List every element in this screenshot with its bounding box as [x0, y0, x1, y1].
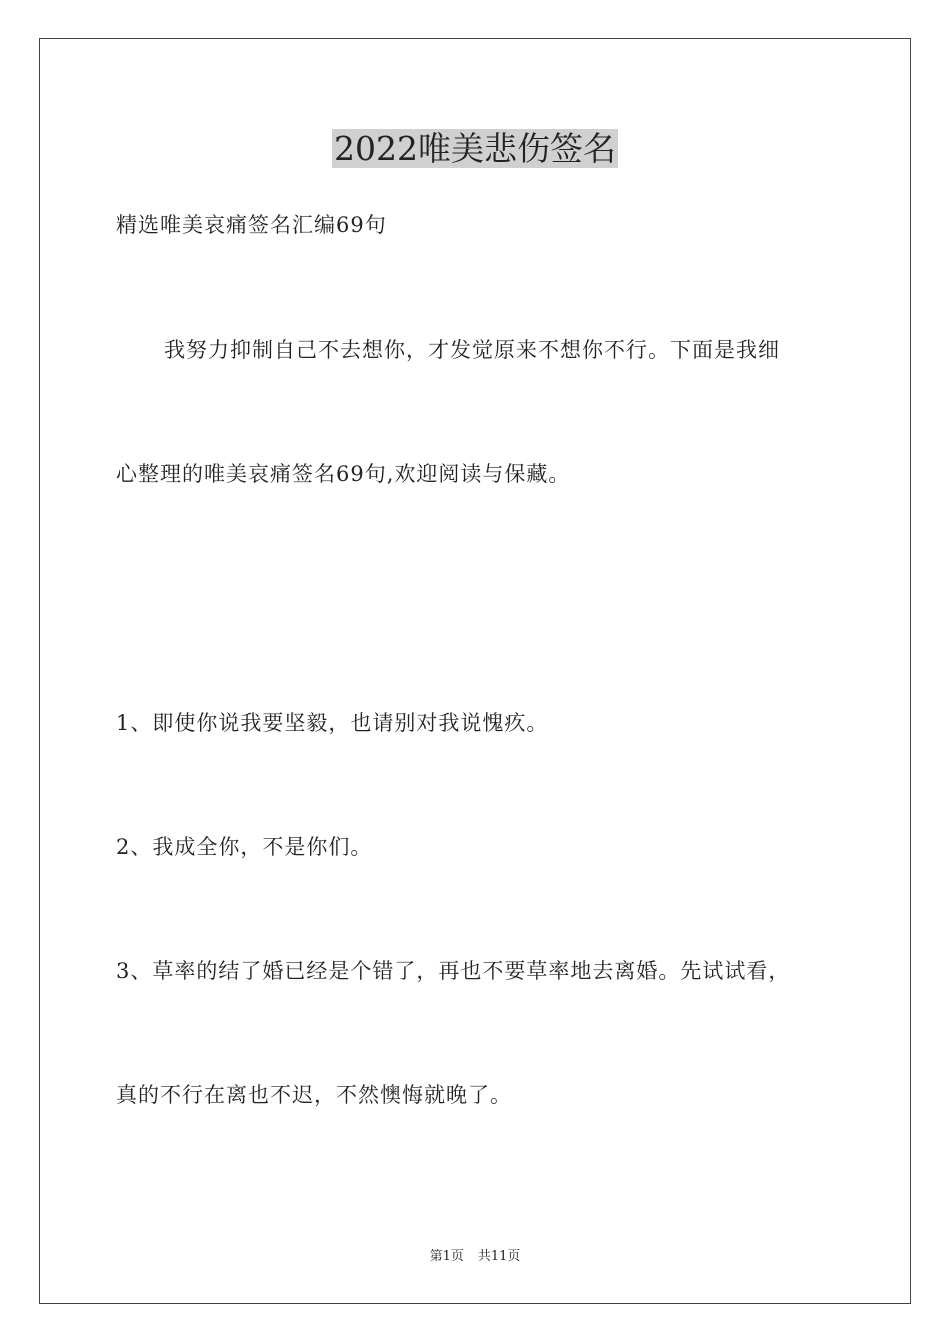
list-item: 2、我成全你，不是你们。: [116, 835, 373, 859]
document-subtitle: 精选唯美哀痛签名汇编69句: [116, 213, 387, 237]
page-total: 共11页: [477, 1249, 521, 1264]
document-title-text: 2022唯美悲伤签名: [334, 129, 616, 168]
list-item-continuation: 真的不行在离也不迟，不然懊悔就晚了。: [116, 1083, 512, 1107]
list-item: 1、即使你说我要坚毅，也请别对我说愧疚。: [116, 711, 549, 735]
document-title: [0, 125, 950, 173]
page-number: 第1页: [429, 1249, 464, 1264]
list-item: 3、草率的结了婚已经是个错了，再也不要草率地去离婚。先试试看，: [116, 959, 791, 983]
intro-paragraph-line-1: 我努力抑制自己不去想你，才发觉原来不想你不行。下面是我细: [164, 338, 780, 362]
intro-paragraph-line-2: 心整理的唯美哀痛签名69句,欢迎阅读与保藏。: [116, 462, 571, 486]
page-footer: [0, 1248, 950, 1266]
